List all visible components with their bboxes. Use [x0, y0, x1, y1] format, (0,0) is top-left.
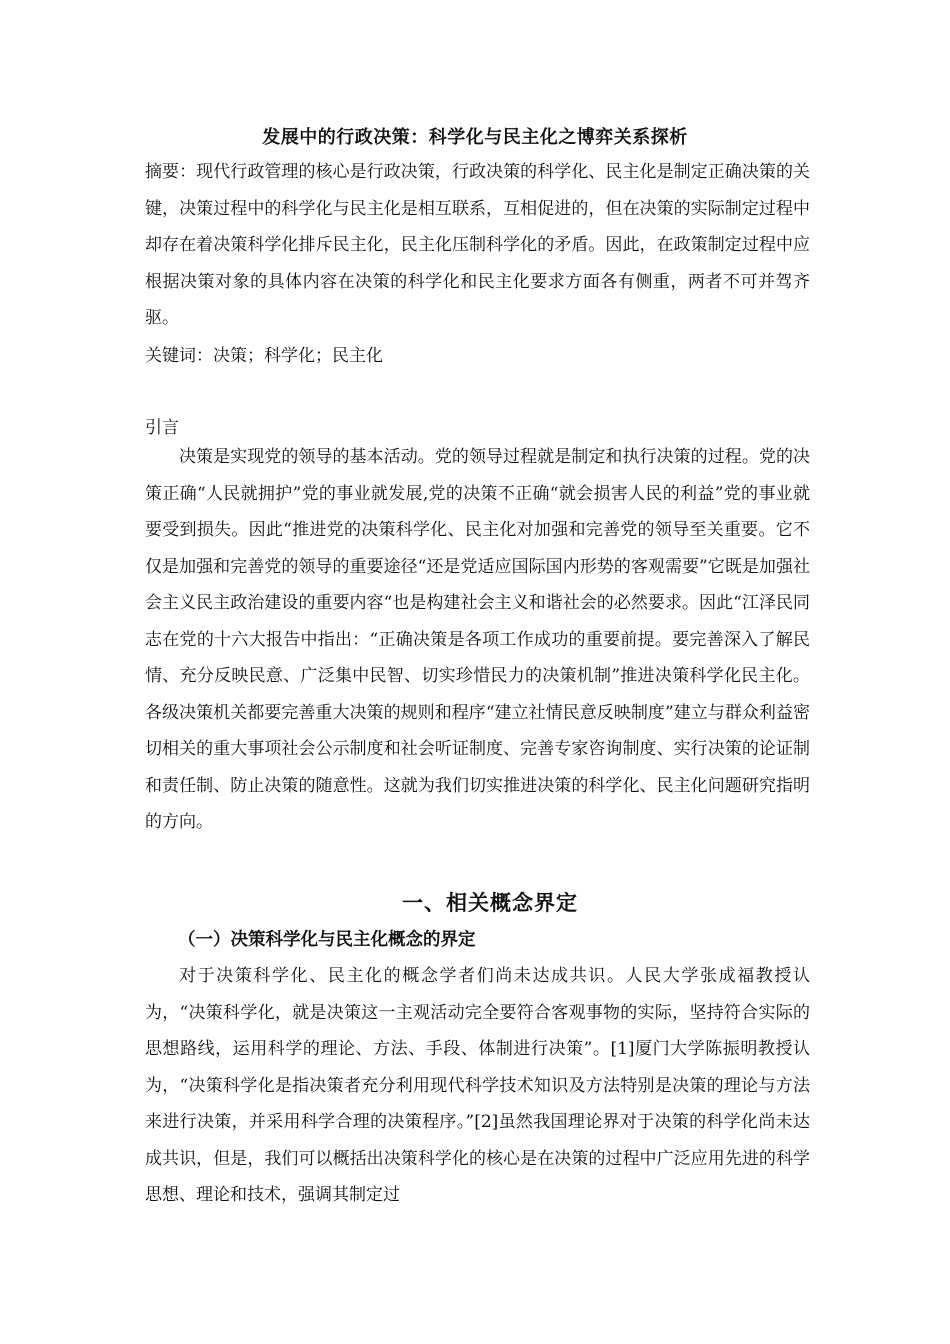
- subsection-1-body: [145, 958, 810, 1214]
- subsection-1-paragraph: 对于决策科学化、民主化的概念学者们尚未达成共识。人民大学张成福教授认为，“决策科学化，就是决策这一主观活动完全要符合客观事物的实际，坚持符合实际的思想路线，运用科学的理论、方法、手段、体制进行决策”。[1]厦门大学陈振明教授认为，“决策科学化是指决策者充分利用现代科学技术知识及方法特别是决策的理论与方法来进行决策，并采用科学合理的决策程序。”[2]虽然我国理论界对于决策的科学化尚未达成共识，但是，我们可以概括出决策科学化的核心是在决策的过程中广泛应用先进的科学思想、理论和技术，强调其制定过: [145, 966, 810, 1205]
- section-heading-1: 一、相关概念界定: [402, 890, 578, 915]
- abstract-paragraph: 摘要：现代行政管理的核心是行政决策，行政决策的科学化、民主化是制定正确决策的关键，决策过程中的科学化与民主化是相互联系，互相促进的，但在决策的实际制定过程中却存在着决策科学化排斥民主化，民主化压制科学化的矛盾。因此，在政策制定过程中应根据决策对象的具体内容在决策的科学化和民主化要求方面各有侧重，两者不可并驾齐驱。: [145, 162, 810, 328]
- abstract-section: [145, 154, 810, 337]
- intro-section: [145, 439, 810, 841]
- intro-heading: 引言: [145, 418, 179, 438]
- keywords-line: 关键词：决策；科学化；民主化: [145, 346, 383, 366]
- subsection-heading-1: （一）决策科学化与民主化概念的界定: [178, 930, 476, 950]
- intro-paragraph: 决策是实现党的领导的基本活动。党的领导过程就是制定和执行决策的过程。党的决策正确“人民就拥护”党的事业就发展,党的决策不正确“就会损害人民的利益”党的事业就要受到损失。因此“推进党的决策科学化、民主化对加强和完善党的领导至关重要。它不仅是加强和完善党的领导的重要途径“还是党适应国际国内形势的客观需要”它既是加强社会主义民主政治建设的重要内容“也是构建社会主义和谐社会的必然要求。因此“江泽民同志在党的十六大报告中指出：“正确决策是各项工作成功的重要前提。要完善深入了解民情、充分反映民意、广泛集中民智、切实珍惜民力的决策机制”推进决策科学化民主化。各级决策机关都要完善重大决策的规则和程序“建立社情民意反映制度”建立与群众利益密切相关的重大事项社会公示制度和社会听证制度、完善专家咨询制度、实行决策的论证制和责任制、防止决策的随意性。这就为我们切实推进决策的科学化、民主化问题研究指明的方向。: [145, 447, 810, 832]
- document-title: 发展中的行政决策：科学化与民主化之博弈关系探析: [262, 127, 688, 148]
